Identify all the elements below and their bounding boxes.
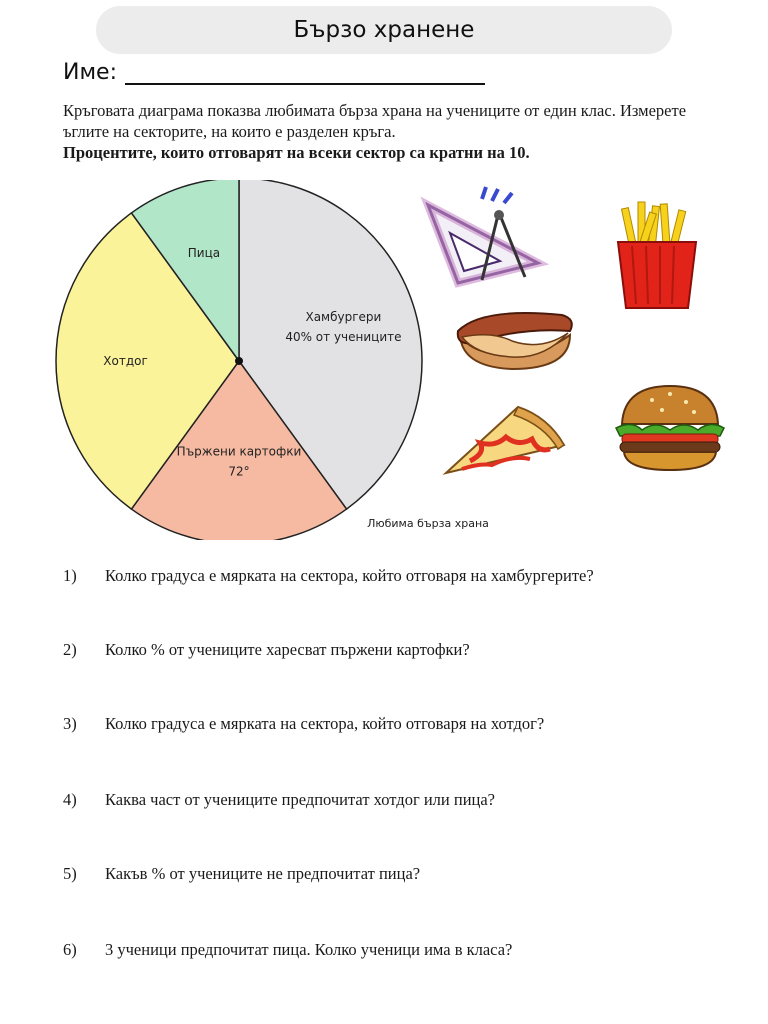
intro-text <box>63 100 713 163</box>
french-fries-icon <box>612 200 702 312</box>
question-number: 2) <box>63 640 77 659</box>
pie-center-dot <box>235 357 243 365</box>
question-item <box>63 640 470 660</box>
question-number: 4) <box>63 790 77 809</box>
pie-slice-label: Пица <box>187 246 221 261</box>
question-number: 6) <box>63 940 77 959</box>
pie-slice-label: Пържени картофки <box>176 444 302 459</box>
question-item <box>63 940 512 960</box>
question-item <box>63 714 544 734</box>
chart-title: Любима бърза храна <box>367 517 489 530</box>
question-item <box>63 790 495 810</box>
question-number: 1) <box>63 566 77 585</box>
pizza-slice-icon <box>440 403 570 483</box>
question-text: Колко градуса е мярката на сектора, който отговаря на хамбургерите? <box>105 566 594 585</box>
pie-slice-sublabel: 40% от учениците <box>285 330 402 345</box>
hamburger-icon <box>612 380 727 472</box>
name-input-line[interactable] <box>125 61 485 85</box>
intro-line-1: Кръговата диаграма показва любимата бърза храна на учениците от един клас. Измерете ъглите на секторите, на които е разделен кръга. <box>63 101 687 141</box>
question-text: Колко градуса е мярката на сектора, който отговаря на хотдог? <box>105 714 545 733</box>
question-item <box>63 566 594 586</box>
pie-slice-label: Хамбургери <box>305 310 382 325</box>
question-text: Какъв % от учениците не предпочитат пица? <box>105 864 421 883</box>
question-number: 5) <box>63 864 77 883</box>
name-label: Име: <box>63 60 118 85</box>
question-text: Колко % от учениците харесват пържени картофки? <box>105 640 470 659</box>
page-title: Бързо хранене <box>96 6 672 54</box>
name-row <box>63 60 485 85</box>
geometry-tools-icon <box>420 185 550 290</box>
hotdog-icon <box>452 305 577 377</box>
pie-slice-sublabel: 72° <box>228 464 250 479</box>
pie-slice-label: Хотдог <box>103 354 148 368</box>
question-number: 3) <box>63 714 77 733</box>
intro-line-2: Процентите, които отговарят на всеки сектор са кратни на 10. <box>63 143 530 162</box>
question-text: 3 ученици предпочитат пица. Колко ученици има в класа? <box>105 940 513 959</box>
question-item <box>63 864 420 884</box>
question-text: Каква част от учениците предпочитат хотдог или пица? <box>105 790 495 809</box>
